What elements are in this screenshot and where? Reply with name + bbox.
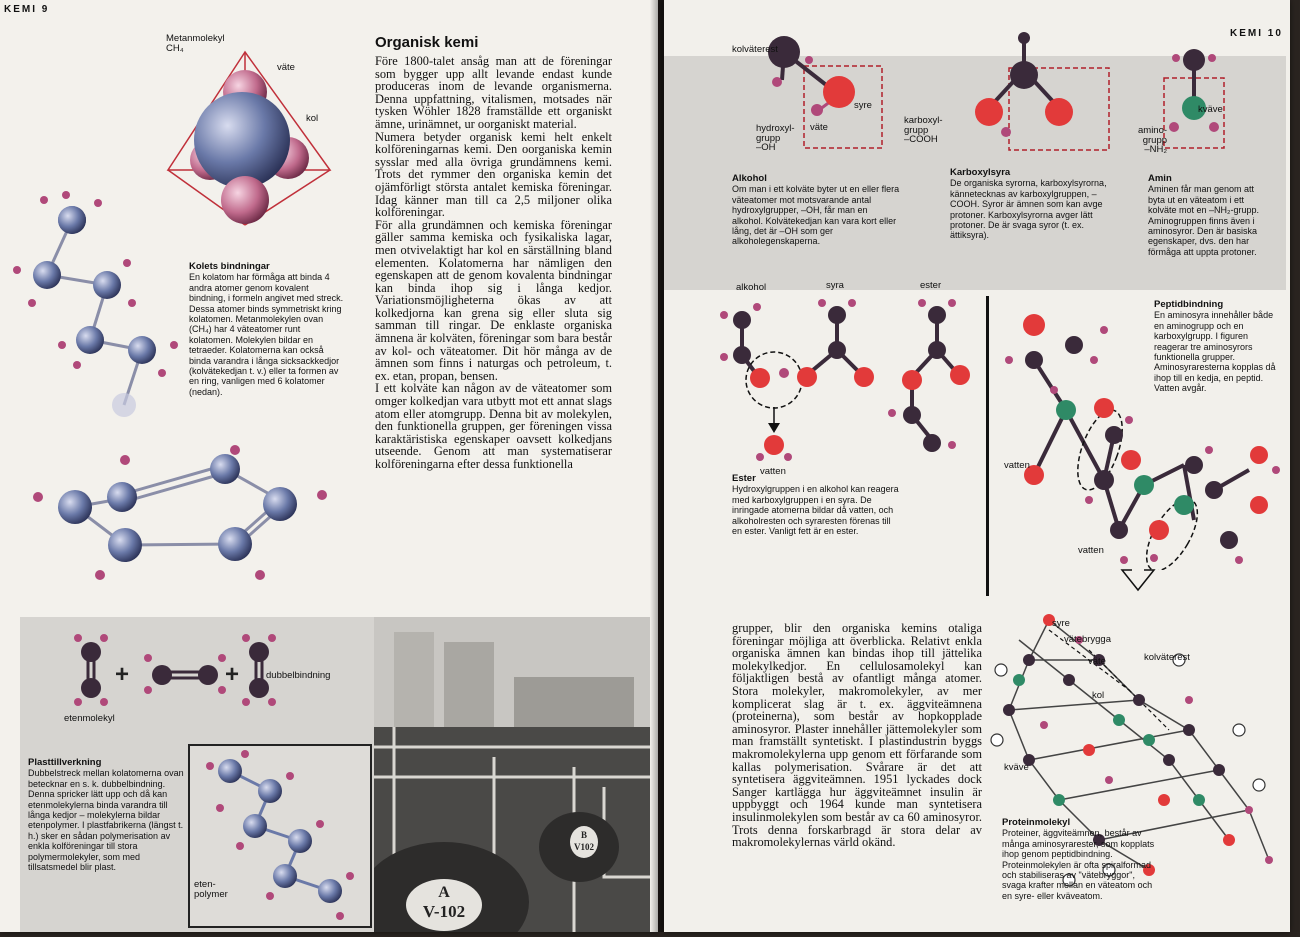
peptid-vatten-label-2: vatten	[1078, 545, 1104, 556]
carbon-atom	[218, 527, 252, 561]
protein-text: Proteiner, äggviteämnen, består av många aminosyrarester, som kopplats ihop genom peptidbindning. Proteinmolekylen är ofta spiralformad och stabiliseras av "vätebryggor", svaga krafter mellan en väteatom och en syre- eller kväveatom.	[1002, 828, 1155, 901]
amin-title: Amin	[1148, 173, 1172, 184]
right-body-text: grupper, blir den organiska kemins otaliga föreningar möjliga att överblicka. Relativt enkla organiska ämnen kan bindas ihop till jättelika molekylkedjor. En cellulosamolekyl kan följaktligen bestå av ofantligt många atomer. Stora molekyler, makromolekyler, av mer komplicerat slag är t. ex. äggviteämnena (proteinerna), som består av hopkopplade aminosyror. Plaster innehåller jättemolekyler som man framställt syntetiskt. I plastindustrin byggs makromolekylerna upp genom ett förfarande som kallas polymerisation. Svårare är det att syntetisera äggviteämnen. 1951 lyckades dock Sanger kartlägga hur äggviteämnet insulin är uppbyggt och 1964 kunde man syntetisera insulinmolekylen som består av ca 60 aminosyror. Trots denna forskarbragd är stora delar av makromolekylernas värld okänd.	[732, 621, 982, 850]
protein-title: Proteinmolekyl	[1002, 817, 1071, 828]
organisk-paragraph-1: Före 1800-talet ansåg man att de föreningar som bygger upp allt levande endast kunde produceras inom de levande organismerna. Denna uppfattning, vitalismen, motsades när tysken Wöhler 1828 framställde ett organiskt ämne, urinämnet, ur oorganiskt material.	[375, 54, 612, 131]
carbon-atom	[33, 261, 61, 289]
carbon-atom	[58, 206, 86, 234]
oxygen-atom	[823, 76, 855, 108]
ester-text: Hydroxylgruppen i en alkohol kan reagera med karboxylgruppen i en syra. De inringade atomerna bildar då vatten, och alkoholresten och syraresten förenas till en ester. Vanligt fett är en ester.	[732, 484, 899, 537]
peptid-text: En aminosyra innehåller både en aminogrupp och en karboxylgrupp. I figuren reagerar tre aminosyrors funktionella grupper. Aminosyraresterna kopplas då ihop till en kedja, en peptid. Vatten avgår.	[1154, 310, 1276, 394]
carbon-chain-figure	[2, 185, 182, 425]
hydrogen-atom	[811, 104, 823, 116]
polymer-box	[188, 744, 372, 928]
carbon-atom	[263, 487, 297, 521]
ester-alkohol-label: alkohol	[736, 282, 767, 293]
carbon-atom	[58, 490, 92, 524]
peptid-title: Peptidbindning	[1154, 299, 1224, 310]
oxygen-atom	[1045, 98, 1073, 126]
peptid-vatten-label-1: vatten	[1004, 460, 1030, 471]
protein-vate-label: väte	[1088, 656, 1106, 667]
kolets-title: Kolets bindningar	[189, 261, 270, 272]
amino-label: amino- grupp –NH₂	[1138, 125, 1168, 156]
left-running-head: KEMI 9	[4, 4, 50, 15]
syre-label: syre	[854, 100, 872, 111]
ester-vatten-label: vatten	[760, 466, 786, 477]
oxygen-atom	[975, 98, 1003, 126]
karboxylsyra-text: De organiska syrorna, karboxylsyrorna, kännetecknas av karboxylgruppen, –COOH. Syror är ämnen som kan avge protoner. Karboxylsyrorna avger lätt protoner. De är svaga syror (t. ex. ättiksyra).	[950, 178, 1107, 241]
carbon-atom	[93, 271, 121, 299]
plast-text: Dubbelstreck mellan kolatomerna ovan betecknar en s. k. dubbelbindning. Denna spricker lätt upp och då kan etenmolekylerna binda varandra till långa kedjor – molekylerna bildar etenpolymer. I plastfabrikerna (längst t. h.) sker en sådan polymerisation av enkla kolföreningar till stora polymermolekyler, som med tillsatsmedel blir plast.	[28, 768, 184, 873]
protein-syre-label: syre	[1052, 618, 1070, 629]
vate-label: väte	[810, 122, 828, 133]
hydrogen-atom	[772, 77, 782, 87]
tank-a-label: A	[438, 884, 450, 901]
organisk-paragraph-2: Numera betyder organisk kemi helt enkelt kolföreningarnas kemi. Den oorganiska kemin sysslar med alla övriga grundämnens kemi. Trots det rymmer den organiska kemin det ojämförligt största antalet kemiska föreningar. Idag känner man till ca 2,5 miljoner olika kolföreningar.	[375, 129, 612, 220]
protein-vatebrygga-label: vätebrygga	[1064, 634, 1112, 645]
protein-caption	[1002, 818, 1158, 901]
etenpolymer-label: eten- polymer	[194, 879, 228, 900]
carbon-atom	[1183, 49, 1205, 71]
ester-reaction-figure	[712, 295, 982, 465]
right-running-head: KEMI 10	[1230, 28, 1283, 39]
plus-sign: +	[225, 661, 240, 688]
methane-kol-label: kol	[306, 113, 319, 124]
karboxylsyra-title: Karboxylsyra	[950, 167, 1011, 178]
amin-text: Aminen får man genom att byta ut en väteatom i ett kolväte mot en –NH₂-grupp. Aminogruppen finns även i aminosyror. Den är basiska egenskaper, dvs. den har förmåga att uppta protoner.	[1148, 184, 1260, 257]
tank-b-label: B	[580, 830, 588, 840]
plast-caption	[28, 758, 184, 872]
carbon-atom-faded	[112, 393, 136, 417]
tank-b-code: V102	[574, 842, 594, 852]
ester-ester-label: ester	[920, 280, 942, 291]
carbon-atom	[108, 528, 142, 562]
karboxyl-label: karboxyl- grupp –COOH	[904, 115, 943, 146]
hydrogen-atom	[221, 176, 269, 224]
hydrogen-atom	[1001, 127, 1011, 137]
ester-syra-label: syra	[826, 280, 844, 291]
organisk-kemi-article	[375, 55, 612, 471]
kolets-caption	[189, 262, 345, 397]
hollow-arrow-icon	[1118, 568, 1158, 594]
protein-kolvaterest-label: kolväterest	[1144, 652, 1190, 663]
carbon-atom	[210, 454, 240, 484]
kolvaterest-label: kolväterest	[732, 44, 778, 55]
organisk-paragraph-3: För alla grundämnen och kemiska föreningar gäller samma kemiska och fysikaliska lagar, men otvivelaktigt har kol en särställning bland elementen. Kolatomerna har nämligen den egenskapen att de genom kovalenta bindningar kan binda ihop sig i långa kedjor. Variationsmöjligheterna ökas av att kolkedjorna kan grena sig eller sluta sig samman till ringar. De enklaste organiska ämnena är kolväten, föreningar som bara består av kol- och väteatomer. Dit hör många av de ämnen som finns i naturgas och petroleum, t. ex. etan, propan, bensen.	[375, 217, 612, 383]
ester-title: Ester	[732, 473, 756, 484]
karboxylsyra-caption	[950, 168, 1120, 241]
carbon-atom	[107, 482, 137, 512]
benzene-ring-figure	[30, 445, 330, 585]
tank-a-code: V-102	[422, 902, 466, 921]
right-page	[664, 0, 1290, 932]
kvave-label: kväve	[1198, 104, 1223, 115]
alkohol-text: Om man i ett kolväte byter ut en eller flera väteatomer mot motsvarande antal hydroxylgrupper, –OH, får man en alkohol. Kolvätekedjan kan vara kort eller lång, det är –OH som ger alkoholegenskaperna.	[732, 184, 900, 247]
plast-title: Plasttillverkning	[28, 757, 102, 768]
carbon-atom	[76, 326, 104, 354]
carbon-atom	[128, 336, 156, 364]
ester-caption	[732, 474, 900, 536]
protein-kvave-label: kväve	[1004, 762, 1029, 773]
alkohol-title: Alkohol	[732, 173, 767, 184]
organisk-paragraph-4: I ett kolväte kan någon av de väteatomer som omger kolkedjan vara utbytt mot ett annat slags atom eller atomgrupp. Denna bit av molekylen, den funktionella gruppen, ger föreningen vissa karaktäristiska egenskaper oavsett kolkedjans utseende. Genom att man systematiserar kolföreningarna efter dessa funktionella	[375, 381, 612, 471]
methane-vate-label: väte	[277, 62, 295, 73]
protein-kol-label: kol	[1092, 690, 1105, 701]
plus-sign: +	[115, 661, 130, 688]
carbon-atom	[1010, 61, 1038, 89]
factory-photo-art	[374, 617, 650, 932]
plastic-factory-photo	[374, 617, 650, 932]
functional-groups-figure	[724, 30, 1284, 160]
methane-title-label: Metanmolekyl CH₄	[166, 33, 225, 54]
alkohol-caption	[732, 174, 900, 247]
peptid-dashed-ellipse	[1136, 491, 1207, 570]
organisk-kemi-title: Organisk kemi	[375, 34, 479, 51]
etenmolekyl-label: etenmolekyl	[64, 713, 115, 724]
kolets-text: En kolatom har förmåga att binda 4 andra atomer genom kovalent bindning, i formeln angivet med streck. Dessa atomer binds symmetriskt kring kolatomen. Metanmolekylen ovan (CH₄) har 4 väteatomer runt kolatomen. Molekylen bildar en tetraeder. Kolatomerna kan också binda varandra i långa sicksackkedjor (kolvätekedjan t. v.) eller ta formen av en ring, vanligen med 6 kolatomer (nedan).	[189, 272, 344, 397]
hydroxyl-label: hydroxyl- grupp –OH	[756, 123, 795, 154]
peptid-caption	[1154, 300, 1282, 394]
amin-caption	[1148, 174, 1266, 257]
dubbelbindning-label: dubbelbindning	[266, 670, 331, 681]
carbon-atom	[194, 92, 290, 188]
section-divider	[986, 296, 989, 596]
